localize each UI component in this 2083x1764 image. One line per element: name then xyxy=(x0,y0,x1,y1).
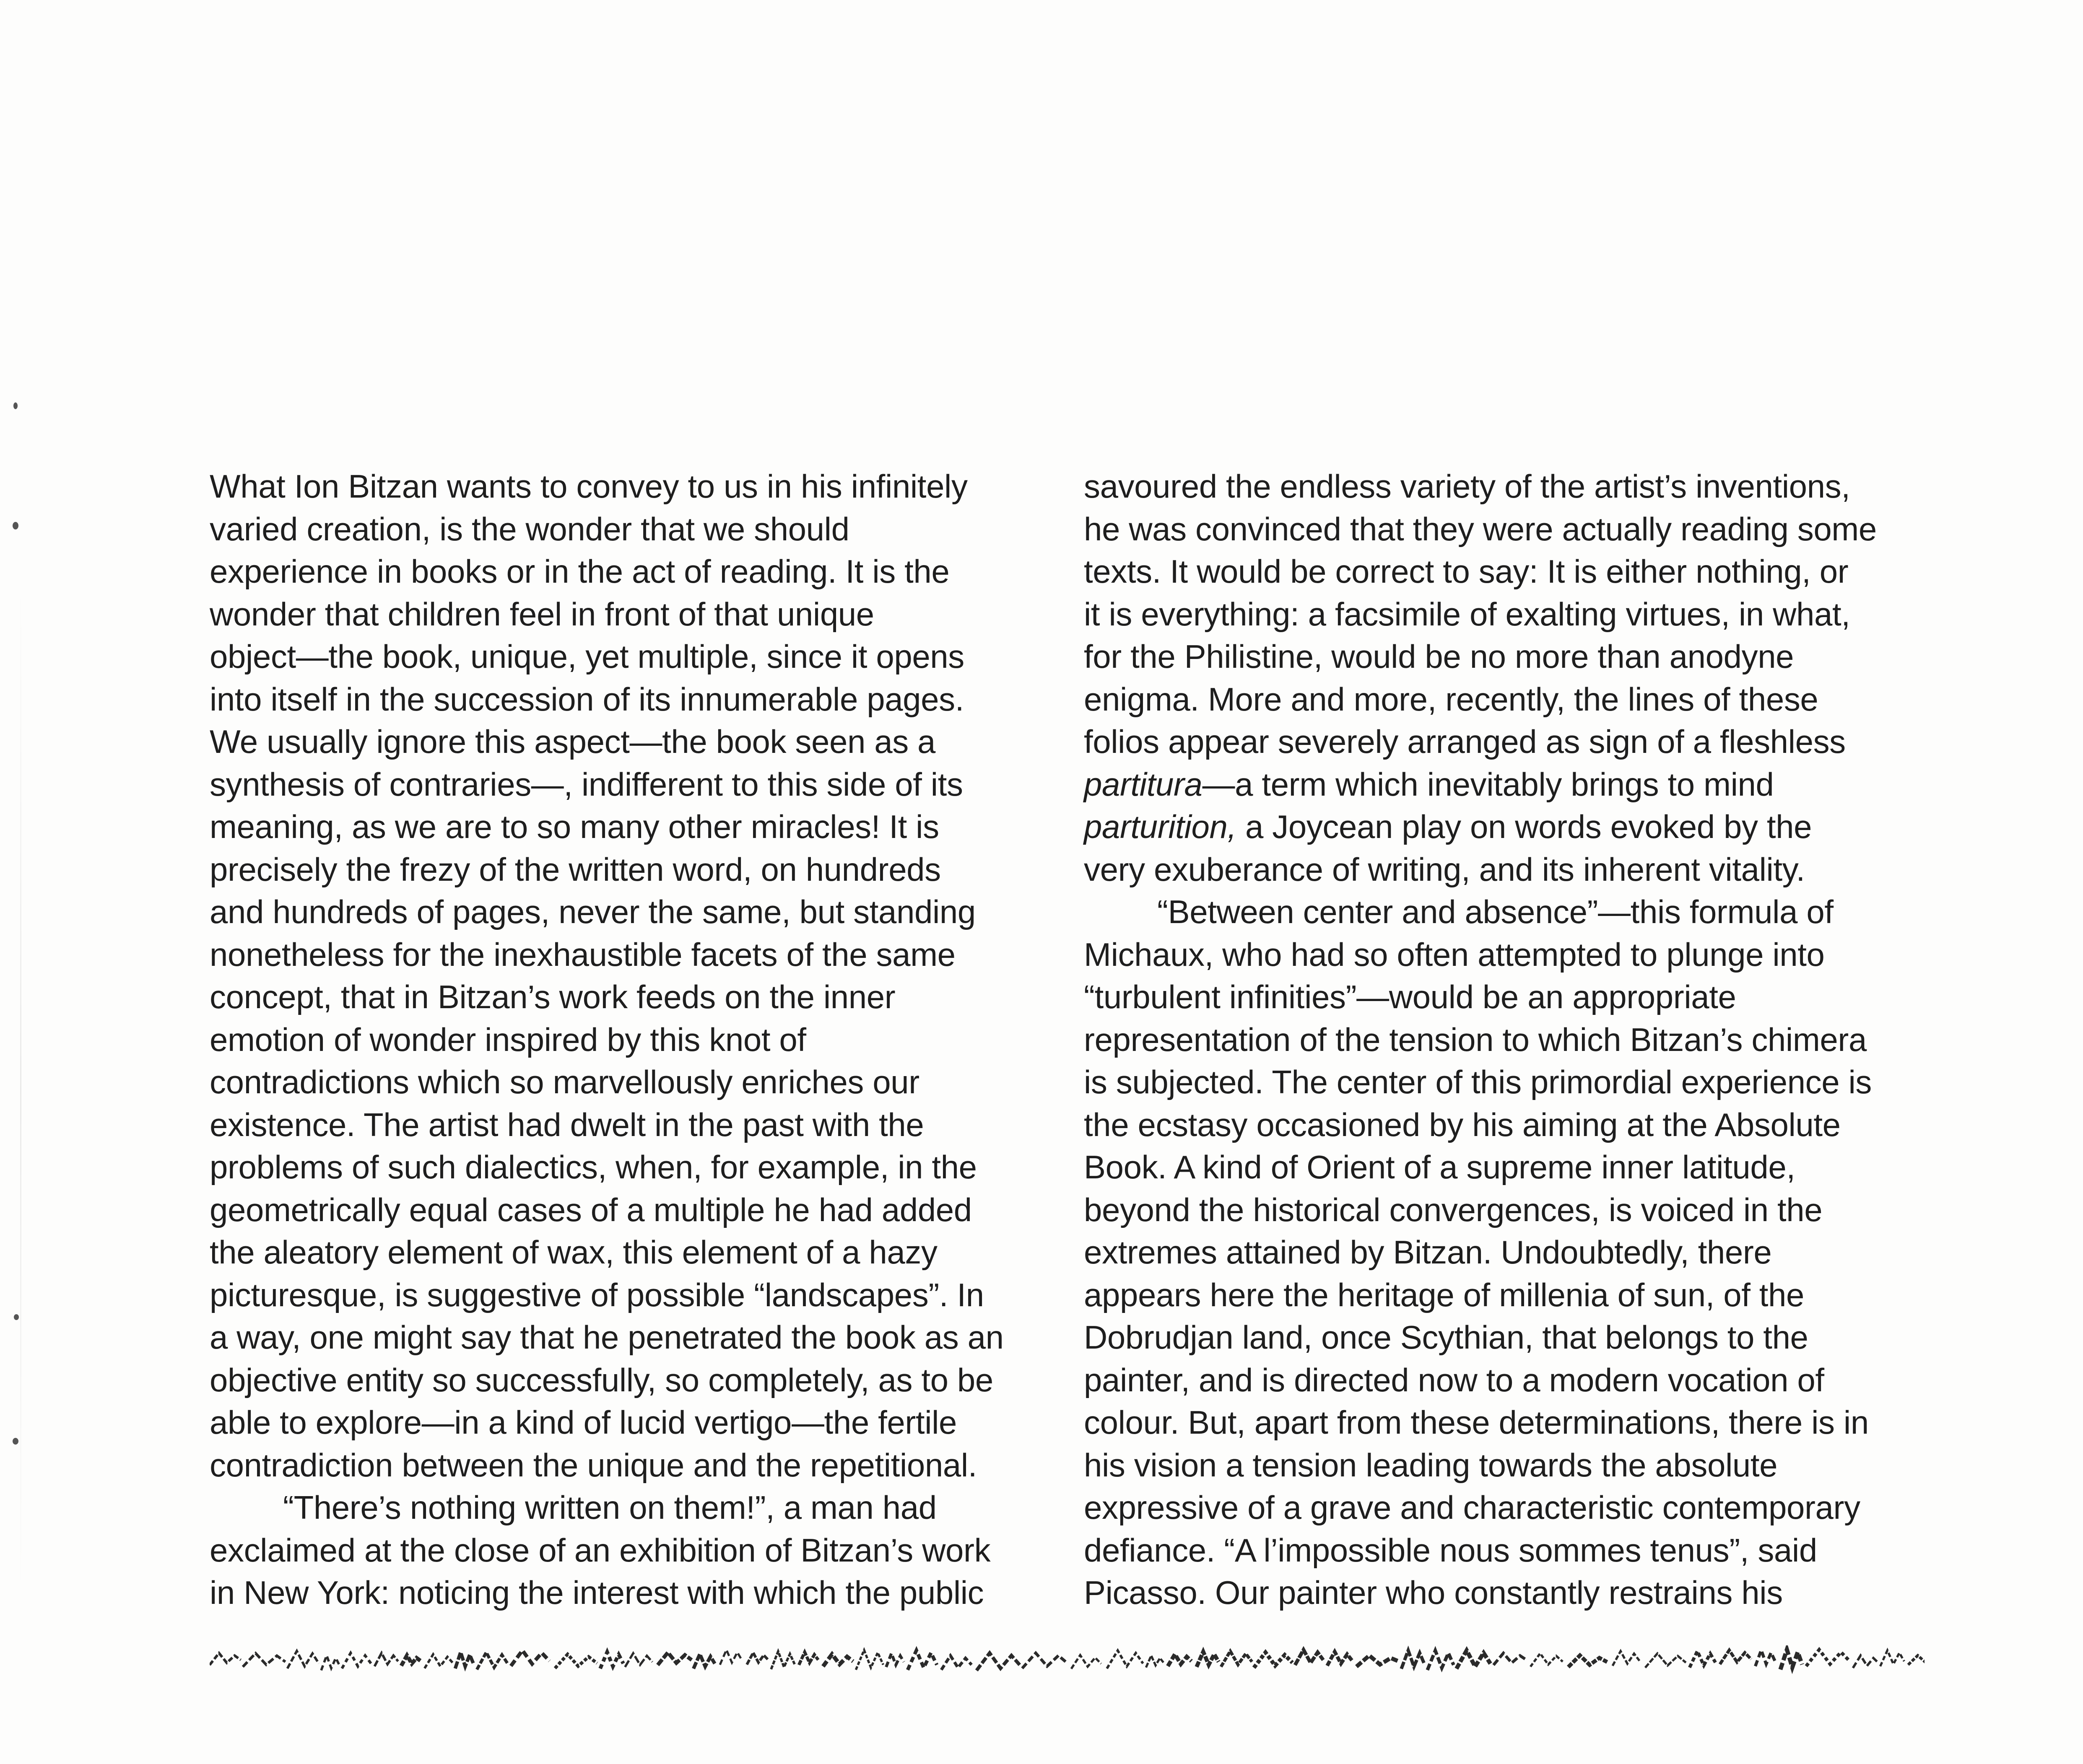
border-glyph xyxy=(856,1650,883,1670)
line-text: Dobrudjan land, once Scythian, that belongs to the xyxy=(1084,1319,1808,1356)
line-text: Michaux, who had so often attempted to plunge into xyxy=(1084,936,1825,973)
line-text: colour. But, apart from these determinations, there is in xyxy=(1084,1404,1869,1441)
line-text: Book. A kind of Orient of a supreme inner latitude, xyxy=(1084,1149,1795,1186)
binding-mark xyxy=(13,402,18,409)
right-column-line xyxy=(1084,1274,1964,1317)
line-text: beyond the historical convergences, is voiced in the xyxy=(1084,1191,1823,1228)
left-column-line xyxy=(210,636,1090,678)
border-glyph xyxy=(1146,1655,1164,1667)
line-text: experience in books or in the act of reading. It is the xyxy=(210,553,950,590)
line-text: precisely the frezy of the written word, on hundreds xyxy=(210,851,941,888)
line-text: “turbulent infinities”—would be an appropriate xyxy=(1084,978,1736,1015)
border-glyph xyxy=(886,1653,904,1667)
right-column-line xyxy=(1084,763,1964,806)
border-glyph xyxy=(600,1652,623,1668)
line-text: very exuberance of writing, and its inherent vitality. xyxy=(1084,851,1805,888)
right-column-line xyxy=(1084,678,1964,721)
border-glyph xyxy=(1356,1655,1399,1667)
border-glyph xyxy=(374,1653,398,1666)
left-column-line xyxy=(210,593,1090,636)
right-text-column xyxy=(1084,465,1964,1614)
border-glyph xyxy=(243,1653,286,1667)
line-text: his vision a tension leading towards the absolute xyxy=(1084,1446,1778,1484)
line-text: geometrically equal cases of a multiple he had added xyxy=(210,1191,972,1228)
border-glyph xyxy=(1295,1650,1323,1665)
line-text: extremes attained by Bitzan. Undoubtedly, there xyxy=(1084,1234,1772,1271)
border-glyph xyxy=(1254,1652,1293,1668)
border-glyph xyxy=(823,1654,853,1666)
border-glyph xyxy=(1168,1654,1191,1666)
right-column-line xyxy=(1084,1146,1964,1189)
line-text: expressive of a grave and characteristic contemporary xyxy=(1084,1489,1860,1526)
left-column-line xyxy=(210,465,1090,508)
line-text: is subjected. The center of this primordial experience is xyxy=(1084,1064,1872,1100)
border-glyph xyxy=(658,1652,692,1665)
border-glyph xyxy=(1568,1655,1607,1667)
border-glyph xyxy=(455,1652,473,1668)
right-column-line xyxy=(1084,806,1964,848)
line-text: the aleatory element of wax, this element of a hazy xyxy=(210,1234,938,1271)
line-text: a Joycean play on words evoked by the xyxy=(1236,808,1812,845)
border-glyph xyxy=(1908,1655,1925,1665)
binding-mark xyxy=(13,1438,18,1445)
line-text: it is everything: a facsimile of exalting virtues, in what, xyxy=(1084,595,1850,633)
border-glyph xyxy=(401,1655,421,1666)
border-glyph xyxy=(1221,1651,1252,1667)
border-glyph xyxy=(1457,1650,1491,1669)
left-column-line xyxy=(210,1401,1090,1444)
border-glyph xyxy=(210,1653,241,1665)
line-text: “Between center and absence”—this formula of xyxy=(1157,893,1834,930)
line-text: defiance. “A l’impossible nous sommes tenus”, said xyxy=(1084,1531,1817,1569)
right-column-line xyxy=(1084,1486,1964,1529)
right-column-line xyxy=(1084,550,1964,593)
border-glyph xyxy=(511,1650,550,1666)
line-text: for the Philistine, would be no more than anodyne xyxy=(1084,638,1794,675)
left-column-line xyxy=(210,1146,1090,1189)
line-text: What Ion Bitzan wants to convey to us in his infinitely xyxy=(210,468,968,505)
border-glyph xyxy=(1645,1653,1686,1668)
left-column-line xyxy=(210,1572,1090,1614)
line-text: contradictions which so marvellously enriches our xyxy=(210,1064,919,1100)
line-text: representation of the tension to which Bitzan’s chimera xyxy=(1084,1021,1867,1058)
left-column-line xyxy=(210,1189,1090,1232)
border-glyph xyxy=(693,1654,715,1669)
border-glyph xyxy=(477,1652,508,1670)
border-glyph xyxy=(1756,1650,1775,1666)
right-column-line xyxy=(1084,1529,1964,1572)
border-glyph xyxy=(1880,1650,1904,1666)
left-column-line xyxy=(210,1274,1090,1317)
left-column-line xyxy=(210,763,1090,806)
left-column-line xyxy=(210,508,1090,551)
border-glyph xyxy=(1493,1653,1527,1665)
line-text: “There’s nothing written on them!”, a man had xyxy=(283,1489,937,1526)
line-text: wonder that children feel in front of that unique xyxy=(210,595,874,633)
left-column-line xyxy=(210,1061,1090,1104)
border-glyph xyxy=(1690,1651,1716,1668)
right-column-line xyxy=(1084,636,1964,678)
line-text: object—the book, unique, yet multiple, since it opens xyxy=(210,638,964,675)
line-text: a way, one might say that he penetrated the book as an xyxy=(210,1319,1004,1356)
pseudo-script-border-icon xyxy=(210,1645,1925,1675)
right-column-line xyxy=(1084,1231,1964,1274)
left-column-line xyxy=(210,976,1090,1019)
border-glyph xyxy=(625,1653,652,1667)
line-text: folios appear severely arranged as sign of a fleshless xyxy=(1084,723,1846,760)
border-glyph xyxy=(425,1654,453,1668)
right-column-line xyxy=(1084,1316,1964,1359)
border-glyph xyxy=(1401,1650,1424,1669)
binding-mark xyxy=(14,1314,19,1320)
line-text: meaning, as we are to so many other miracles! It is xyxy=(210,808,939,845)
right-column-line xyxy=(1084,848,1964,891)
line-text: contradiction between the unique and the repetitional. xyxy=(210,1446,977,1484)
border-glyph xyxy=(1780,1650,1802,1670)
right-column-line xyxy=(1084,1189,1964,1232)
border-glyph xyxy=(1853,1655,1878,1668)
left-column-line xyxy=(210,550,1090,593)
left-column-line xyxy=(210,1359,1090,1402)
line-text: exclaimed at the close of an exhibition of Bitzan’s work xyxy=(210,1531,991,1569)
left-column-line xyxy=(210,1231,1090,1274)
border-glyph xyxy=(747,1652,768,1664)
right-column-line xyxy=(1084,1061,1964,1104)
line-text: synthesis of contraries—, indifferent to this side of its xyxy=(210,765,963,803)
line-text: picturesque, is suggestive of possible “landscapes”. In xyxy=(210,1276,984,1313)
border-glyph xyxy=(342,1653,371,1668)
line-text: emotion of wonder inspired by this knot of xyxy=(210,1021,806,1058)
right-column-line xyxy=(1084,891,1964,934)
line-text: We usually ignore this aspect—the book seen as a xyxy=(210,723,936,760)
left-column-line xyxy=(210,678,1090,721)
line-text: enigma. More and more, recently, the lines of these xyxy=(1084,680,1818,718)
border-glyph xyxy=(941,1656,971,1670)
right-column-line xyxy=(1084,593,1964,636)
right-column-line xyxy=(1084,934,1964,976)
left-column-line xyxy=(210,891,1090,934)
border-glyph xyxy=(977,1653,1020,1671)
line-text: varied creation, is the wonder that we should xyxy=(210,510,849,547)
border-glyph xyxy=(908,1650,937,1670)
line-text: appears here the heritage of millenia of sun, of the xyxy=(1084,1276,1804,1313)
line-text: objective entity so successfully, so completely, as to be xyxy=(210,1361,993,1398)
right-column-line xyxy=(1084,976,1964,1019)
right-column-line xyxy=(1084,1572,1964,1614)
border-glyph xyxy=(1720,1650,1751,1664)
line-text: Picasso. Our painter who constantly restrains his xyxy=(1084,1574,1783,1611)
right-column-line xyxy=(1084,1359,1964,1402)
border-glyph xyxy=(771,1651,795,1669)
left-column-line xyxy=(210,1444,1090,1487)
binding-mark xyxy=(13,522,18,529)
line-text: the ecstasy occasioned by his aiming at the Absolute xyxy=(1084,1106,1841,1143)
border-glyph xyxy=(1022,1653,1067,1668)
left-column-line xyxy=(210,1529,1090,1572)
border-glyph xyxy=(287,1651,319,1669)
left-column-line xyxy=(210,934,1090,976)
left-column-line xyxy=(210,806,1090,848)
line-text: painter, and is directed now to a modern vocation of xyxy=(1084,1361,1824,1398)
right-column-line xyxy=(1084,721,1964,763)
left-column-line xyxy=(210,1316,1090,1359)
italic-term: parturition, xyxy=(1084,808,1236,845)
line-text: texts. It would be correct to say: It is either nothing, or xyxy=(1084,553,1849,590)
right-column-line xyxy=(1084,1104,1964,1147)
border-glyph xyxy=(720,1650,742,1665)
border-glyph xyxy=(1327,1652,1352,1665)
line-text: and hundreds of pages, never the same, but standing xyxy=(210,893,976,930)
italic-term: partitura xyxy=(1084,765,1203,803)
border-glyph xyxy=(1107,1650,1143,1668)
right-column-line xyxy=(1084,1444,1964,1487)
border-glyph xyxy=(1806,1650,1850,1666)
left-column-line xyxy=(210,848,1090,891)
border-glyph xyxy=(1427,1650,1454,1670)
right-column-line xyxy=(1084,1019,1964,1061)
border-glyph xyxy=(799,1652,818,1665)
border-glyph xyxy=(555,1654,597,1668)
border-glyph xyxy=(321,1655,340,1670)
left-column-line xyxy=(210,1019,1090,1061)
line-text: nonetheless for the inexhaustible facets of the same xyxy=(210,936,956,973)
line-text: savoured the endless variety of the artist’s inventions, xyxy=(1084,468,1850,505)
border-glyph xyxy=(1197,1652,1219,1667)
line-text: in New York: noticing the interest with which the public xyxy=(210,1574,984,1611)
border-glyph xyxy=(1613,1651,1639,1666)
left-text-column xyxy=(210,465,1090,1614)
line-text: able to explore—in a kind of lucid vertigo—the fertile xyxy=(210,1404,957,1441)
right-column-line xyxy=(1084,508,1964,551)
page-fold-shadow xyxy=(20,587,21,1593)
line-text: concept, that in Bitzan’s work feeds on the inner xyxy=(210,978,896,1015)
left-column-line xyxy=(210,721,1090,763)
right-column-line xyxy=(1084,465,1964,508)
line-text: existence. The artist had dwelt in the past with the xyxy=(210,1106,924,1143)
line-text: into itself in the succession of its innumerable pages. xyxy=(210,680,964,718)
line-text: problems of such dialectics, when, for example, in the xyxy=(210,1149,977,1186)
border-glyph xyxy=(1530,1653,1563,1667)
line-text: he was convinced that they were actually reading some xyxy=(1084,510,1877,547)
border-glyph xyxy=(1071,1655,1101,1669)
line-text: —a term which inevitably brings to mind xyxy=(1202,765,1774,803)
left-column-line xyxy=(210,1104,1090,1147)
left-column-line xyxy=(210,1486,1090,1529)
right-column-line xyxy=(1084,1401,1964,1444)
